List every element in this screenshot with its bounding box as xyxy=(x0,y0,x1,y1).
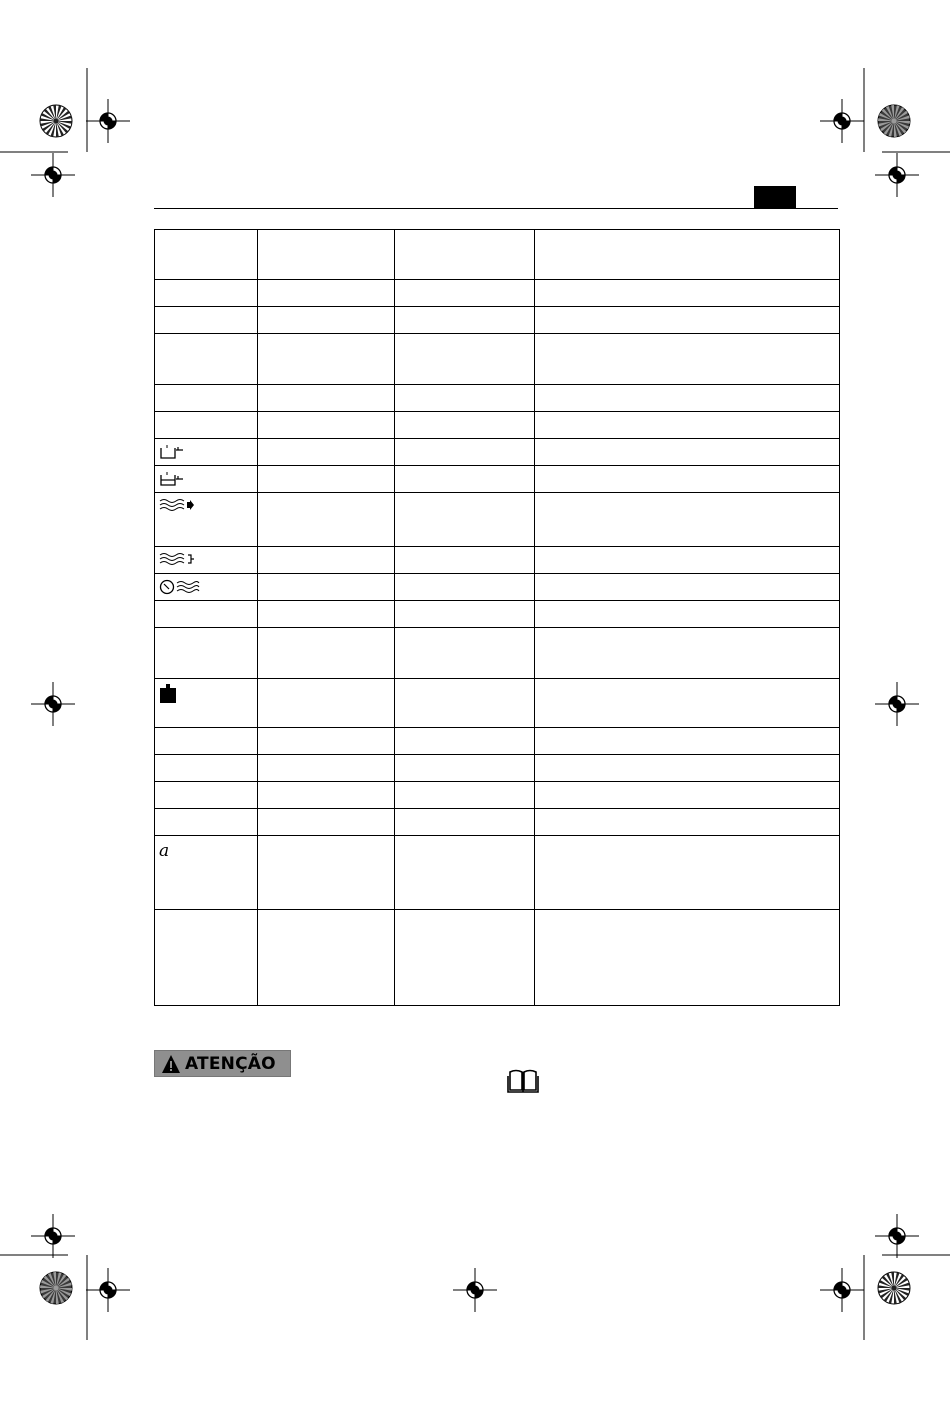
table-cell xyxy=(258,628,395,679)
tank-full-icon xyxy=(159,471,185,490)
symbol-cell xyxy=(155,755,258,782)
symbol-cell xyxy=(155,728,258,755)
table-cell xyxy=(535,334,840,385)
table-cell xyxy=(395,334,535,385)
table-cell xyxy=(258,466,395,493)
crosshair-registration-mark xyxy=(453,1268,497,1312)
symbol-cell xyxy=(155,809,258,836)
table-cell xyxy=(258,836,395,910)
symbol-cell xyxy=(155,601,258,628)
symbol-cell xyxy=(155,412,258,439)
symbol-cell xyxy=(155,547,258,574)
color-registration-target xyxy=(878,1272,910,1304)
crosshair-registration-mark xyxy=(820,99,864,143)
color-registration-target xyxy=(878,105,910,137)
open-book-icon xyxy=(507,1068,539,1094)
symbol-cell xyxy=(155,334,258,385)
table-cell xyxy=(258,755,395,782)
table-row xyxy=(155,493,840,547)
table-cell xyxy=(258,910,395,1006)
table-row xyxy=(155,782,840,809)
table-cell xyxy=(395,782,535,809)
crosshair-registration-mark xyxy=(31,682,75,726)
crosshair-registration-mark xyxy=(820,1268,864,1312)
pressure-gauge-air-icon xyxy=(159,579,201,598)
table-row xyxy=(155,601,840,628)
table-cell xyxy=(395,755,535,782)
crosshair-registration-mark xyxy=(875,682,919,726)
table-row xyxy=(155,307,840,334)
symbol-cell xyxy=(155,782,258,809)
table-cell xyxy=(535,493,840,547)
color-registration-target xyxy=(40,105,72,137)
table-cell xyxy=(395,836,535,910)
table-cell xyxy=(395,493,535,547)
table-cell xyxy=(258,307,395,334)
table-row xyxy=(155,755,840,782)
table-cell xyxy=(258,412,395,439)
table-row xyxy=(155,280,840,307)
header-rule xyxy=(154,208,838,209)
table-cell xyxy=(535,547,840,574)
table-row xyxy=(155,385,840,412)
table-cell xyxy=(535,628,840,679)
table-cell xyxy=(535,679,840,728)
table-cell xyxy=(535,280,840,307)
symbol-cell xyxy=(155,307,258,334)
symbol-cell xyxy=(155,679,258,728)
table-cell xyxy=(395,307,535,334)
table-cell xyxy=(258,547,395,574)
table-cell xyxy=(535,466,840,493)
table-cell xyxy=(395,679,535,728)
table-row xyxy=(155,412,840,439)
table-cell xyxy=(258,439,395,466)
table-cell xyxy=(258,280,395,307)
table-cell xyxy=(535,836,840,910)
table-row xyxy=(155,230,840,280)
symbol-cell xyxy=(155,628,258,679)
symbol-cell xyxy=(155,385,258,412)
table-cell xyxy=(395,547,535,574)
table-cell xyxy=(535,230,840,280)
table-cell xyxy=(535,728,840,755)
table-row xyxy=(155,910,840,1006)
table-cell xyxy=(535,307,840,334)
table-cell xyxy=(395,385,535,412)
crosshair-registration-mark xyxy=(86,99,130,143)
table-cell xyxy=(258,782,395,809)
table-cell xyxy=(535,910,840,1006)
table-row xyxy=(155,439,840,466)
table-cell xyxy=(258,574,395,601)
table-row xyxy=(155,809,840,836)
symbol-cell xyxy=(155,439,258,466)
table-cell xyxy=(535,412,840,439)
crosshair-registration-mark xyxy=(31,1214,75,1258)
table-cell xyxy=(258,728,395,755)
table-row xyxy=(155,574,840,601)
table-row xyxy=(155,334,840,385)
language-tab xyxy=(754,186,796,209)
table-cell xyxy=(395,910,535,1006)
table-cell xyxy=(535,574,840,601)
symbol-cell xyxy=(155,230,258,280)
table-cell xyxy=(395,230,535,280)
vibration-symbol-text: a xyxy=(159,841,170,861)
table-cell xyxy=(395,574,535,601)
table-cell xyxy=(535,809,840,836)
technical-data-table xyxy=(154,229,840,1006)
table-cell xyxy=(258,385,395,412)
table-cell xyxy=(395,809,535,836)
table-cell xyxy=(535,782,840,809)
warning-label xyxy=(154,1050,291,1077)
table-cell xyxy=(258,809,395,836)
symbol-cell xyxy=(155,493,258,547)
symbol-cell xyxy=(155,910,258,1006)
table-row xyxy=(155,836,840,910)
table-cell xyxy=(395,439,535,466)
color-registration-target xyxy=(40,1272,72,1304)
table-cell xyxy=(395,280,535,307)
crosshair-registration-mark xyxy=(31,153,75,197)
symbol-cell xyxy=(155,280,258,307)
vibration-a-icon xyxy=(159,841,169,861)
crosshair-registration-mark xyxy=(875,153,919,197)
crosshair-registration-mark xyxy=(86,1268,130,1312)
table-cell xyxy=(535,755,840,782)
warning-text: ATENÇÃO xyxy=(185,1053,276,1074)
table-cell xyxy=(395,628,535,679)
symbol-cell xyxy=(155,574,258,601)
symbol-cell xyxy=(155,466,258,493)
table-cell xyxy=(535,385,840,412)
table-cell xyxy=(535,601,840,628)
table-cell xyxy=(258,679,395,728)
table-cell xyxy=(258,230,395,280)
table-cell xyxy=(535,439,840,466)
table-cell xyxy=(395,466,535,493)
table-row xyxy=(155,728,840,755)
table-row xyxy=(155,547,840,574)
table-cell xyxy=(395,728,535,755)
warning-triangle-icon xyxy=(161,1054,181,1074)
table-row xyxy=(155,628,840,679)
table-cell xyxy=(395,412,535,439)
table-cell xyxy=(258,493,395,547)
airflow-outlet-icon xyxy=(159,552,195,569)
symbol-cell xyxy=(155,836,258,910)
crosshair-registration-mark xyxy=(875,1214,919,1258)
table-cell xyxy=(258,601,395,628)
table-row xyxy=(155,679,840,728)
airflow-arrow-icon xyxy=(159,498,195,515)
table-cell xyxy=(258,334,395,385)
tank-empty-icon xyxy=(159,444,185,463)
table-row xyxy=(155,466,840,493)
table-cell xyxy=(395,601,535,628)
weight-icon xyxy=(159,684,177,707)
